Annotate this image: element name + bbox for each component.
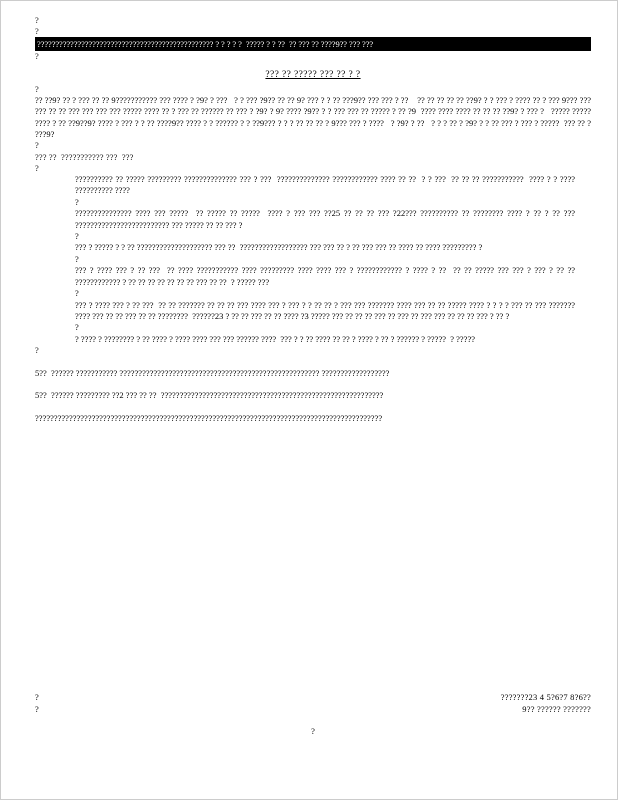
numbered-item: 5?? ?????? ????????? ??2 ??? ?? ?? ??????????????????????????????????????????????????????????? bbox=[35, 390, 384, 401]
mark-after-intro: ? bbox=[35, 140, 39, 151]
spacer bbox=[35, 379, 591, 390]
paragraph-separator-mark: ? bbox=[75, 231, 79, 242]
leading-mark-2: ? bbox=[35, 26, 39, 37]
paragraph-separator-mark: ? bbox=[75, 196, 79, 207]
spacer bbox=[35, 402, 591, 413]
body-paragraph: ??????????????? ???? ??? ????? ?? ????? ?? ????? ???? ? ??? ??? ??25 ?? ?? ?? ??? ?22??? ?????????? ?? ???????? ???? ? ?? ? ?? ??? ????????????????????????? ??? ????? ?? ?? ??? ? bbox=[75, 208, 580, 230]
paragraph-separator-mark: ? bbox=[75, 322, 79, 333]
footer-reference-number: ???????23 4 5?6?7 8?6?? bbox=[500, 692, 591, 702]
paragraph-separator-mark: ? bbox=[75, 253, 79, 264]
leading-mark-1: ? bbox=[35, 15, 39, 25]
footer-reference-secondary: 9?? ?????? ??????? bbox=[522, 704, 591, 714]
footer-row-1 bbox=[35, 691, 591, 703]
document-footer bbox=[35, 691, 591, 736]
mark-after-subheading: ? bbox=[35, 162, 39, 173]
body-paragraph: ??? ? ????? ? ? ?? ???????????????????? ??? ?? ?????????????????? ??? ??? ?? ? ?? ??? ??? ?? ???? ?? ???? ????????? ? bbox=[75, 242, 483, 253]
mark-after-body: ? bbox=[35, 345, 39, 356]
body-paragraph: ??? ? ???? ??? ? ?? ??? ?? ?? ??????? ?? ?? ?? ??? ???? ??? ? ??? ? ? ?? ?? ? ??? ??? ??????? ???? ??? ?? ?? ????? ???? ? ? ? ? ??? ?? ??? ??????? ???? ??? ?? ?? ??? ?? ?? ???????? ??????23 ? ?? ?? ??? ?? ?? ???? ?3 ????? ??? ?? ?? ?? ??? ?? ??? ?? ??? ??? ?? ?? ?? ??? ? ?? ? bbox=[75, 299, 578, 321]
body-paragraph: ??? ? ???? ??? ? ?? ??? ?? ???? ??????????? ???? ????????? ???? ???? ??? ? ???????????? ? ???? ? ?? ?? ?? ????? ??? ??? ? ??? ? ?? ?? ???????????? ? ?? ?? ?? ?? ?? ?? ?? ??? ?? ?? ? ????? ??? bbox=[75, 265, 578, 287]
footer-row-2 bbox=[35, 703, 591, 715]
intro-paragraph: ?? ??9? ?? ? ??? ?? ?? 9??????????? ??? ???? ? ?9? ? ??? ? ? ??? ?9?? ?? ?? 9? ??? ? ? ?? ???9?? ??? ??? ? ?? ?? ?? ?? ?? ?? ??9? ? ? ??? ? ???? ?? ? ??? 9??? ??? ??? ?? ?? ??? ??? ??? ??? ????? ???? ?? ? ??? ?? ?????? ?? ??? ? ?9? ? 9? ???? ?9?? ? ? ??? ??? ?? ????? ? ?? ?9 ???? ???? ???? ?? ?? ?? ??9? ? ??? ? ????? ????? ???? ? ?? ??9??9? ???? ? ??? ? ? ?? ????9?? ???? ? ? ?????? ? ? ??9??? ? ? ? ?? ?? ?? ? 9??? ??? ? ???? ? ?9? ? ?? ? ? ? ?? ? ?9? ? ? ?? ??? ? ??? ? ????? ??? ?? ? ???9? bbox=[35, 94, 596, 140]
numbered-item: ???????????????????????????????????????????????????????????????????????????????????????????? bbox=[35, 412, 383, 423]
document-content bbox=[35, 15, 596, 424]
mark-after-band: ? bbox=[35, 51, 39, 62]
paragraph-separator-mark: ? bbox=[75, 288, 79, 299]
numbered-item: 5?? ?????? ??????????? ????????????????????????????????????????????????????? ?????????????????? bbox=[35, 367, 390, 378]
header-band: ???????????????????????????????????????????????? ? ? ? ? ? ????? ? ? ?? ?? ??? ?? ????9?? ??? ??? bbox=[35, 37, 591, 51]
footer-left-mark: ? bbox=[35, 704, 39, 714]
body-paragraph: ? ???? ? ???????? ? ?? ???? ? ???? ???? ??? ??? ?????? ???? ??? ? ? ?? ???? ?? ?? ? ???? ? ?? ? ?????? ? ????? ? ????? bbox=[75, 333, 475, 344]
spacer bbox=[35, 356, 591, 367]
body-paragraph: ?????????? ?? ????? ????????? ?????????????? ??? ? ??? ?????????????? ???????????? ???? ?? ?? ? ? ??? ?? ?? ?? ??????????? ???? ? ? ???? ?????????? ???? bbox=[75, 174, 578, 196]
mark-after-title: ? bbox=[35, 83, 39, 94]
subheading: ??? ?? ??????????? ??? ??? bbox=[35, 151, 134, 162]
page-title: ??? ?? ????? ??? ?? ? ? bbox=[265, 69, 361, 80]
footer-bottom-mark: ? bbox=[311, 726, 315, 737]
body-block-group bbox=[75, 174, 580, 345]
spacer bbox=[35, 715, 591, 726]
footer-left-mark: ? bbox=[35, 692, 39, 702]
